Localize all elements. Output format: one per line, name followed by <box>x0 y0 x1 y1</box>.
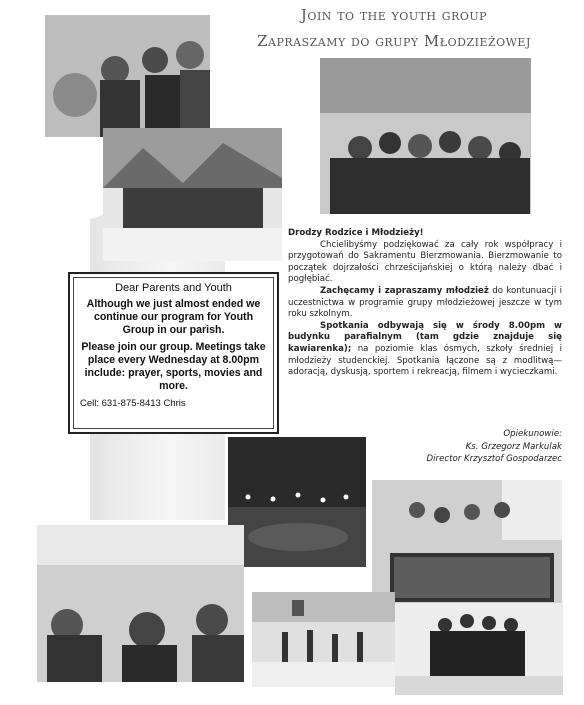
signature-block <box>390 428 562 466</box>
notice-contact: Cell: 631-875-8413 Chris <box>80 398 186 409</box>
signature-name-2: Director Krzysztof Gospodarzec <box>426 454 562 464</box>
letter-p3-rest: na poziomie klas ósmych, szkoły średniej i młodzieży studenckiej. Spotkania łączone są z modlitwą—adoracją, dyskusją, sportem i rekreacją, filmem i wycieczkami. <box>288 343 562 378</box>
photo-group-selfie-small <box>45 15 210 137</box>
photo-candle-adoration <box>228 437 366 567</box>
signature-name-1: Ks. Grzegorz Markulak <box>465 441 562 452</box>
photo-discussion-circle <box>37 525 244 682</box>
title-english: Join to the youth group <box>300 6 488 24</box>
letter-paragraph-2 <box>288 286 562 321</box>
notice-heading: Dear Parents and Youth <box>115 282 232 294</box>
letter-salutation: Drodzy Rodzice i Młodzieży! <box>288 228 424 238</box>
photo-ski-trip <box>103 128 282 261</box>
polish-letter <box>288 228 562 379</box>
letter-p3-bold: Spotkania odbywają się w środy 8.00pm w budynku parafialnym (tam gdzie znajduje się kawiarenka); <box>288 320 562 354</box>
notice-paragraph-1: Although we just almost ended we continue our program for Youth Group in our parish. <box>86 298 261 336</box>
letter-paragraph-1: Chcielibyśmy podziękować za cały rok współpracy i przygotowań do Sakramentu Bierzmowania. Bierzmowanie to początek dojrzałości chrześcijańskiej o którą należy dbać i pogłębiać. <box>288 239 562 285</box>
photo-group-hug <box>395 603 563 695</box>
photo-billiards-room <box>372 480 562 612</box>
letter-p2-rest: do kontunuacji i uczestnictwa w programie grupy młodzieżowej jeszcze w tym roku szkolnym. <box>288 285 562 320</box>
signature-label: Opiekunowie: <box>503 429 562 439</box>
notice-paragraph-2: Please join our group. Meetings take place every Wednesday at 8.00pm include: prayer, sports, movies and more. <box>81 341 266 392</box>
photo-gym-game <box>252 592 395 687</box>
letter-p2-bold: Zachęcamy i zapraszamy młodzież <box>320 285 489 296</box>
english-notice-box <box>68 272 279 434</box>
title-polish: Zapraszamy do grupy Młodzieżowej <box>257 32 531 50</box>
photo-lake-group <box>320 58 531 214</box>
letter-paragraph-3 <box>288 321 562 379</box>
